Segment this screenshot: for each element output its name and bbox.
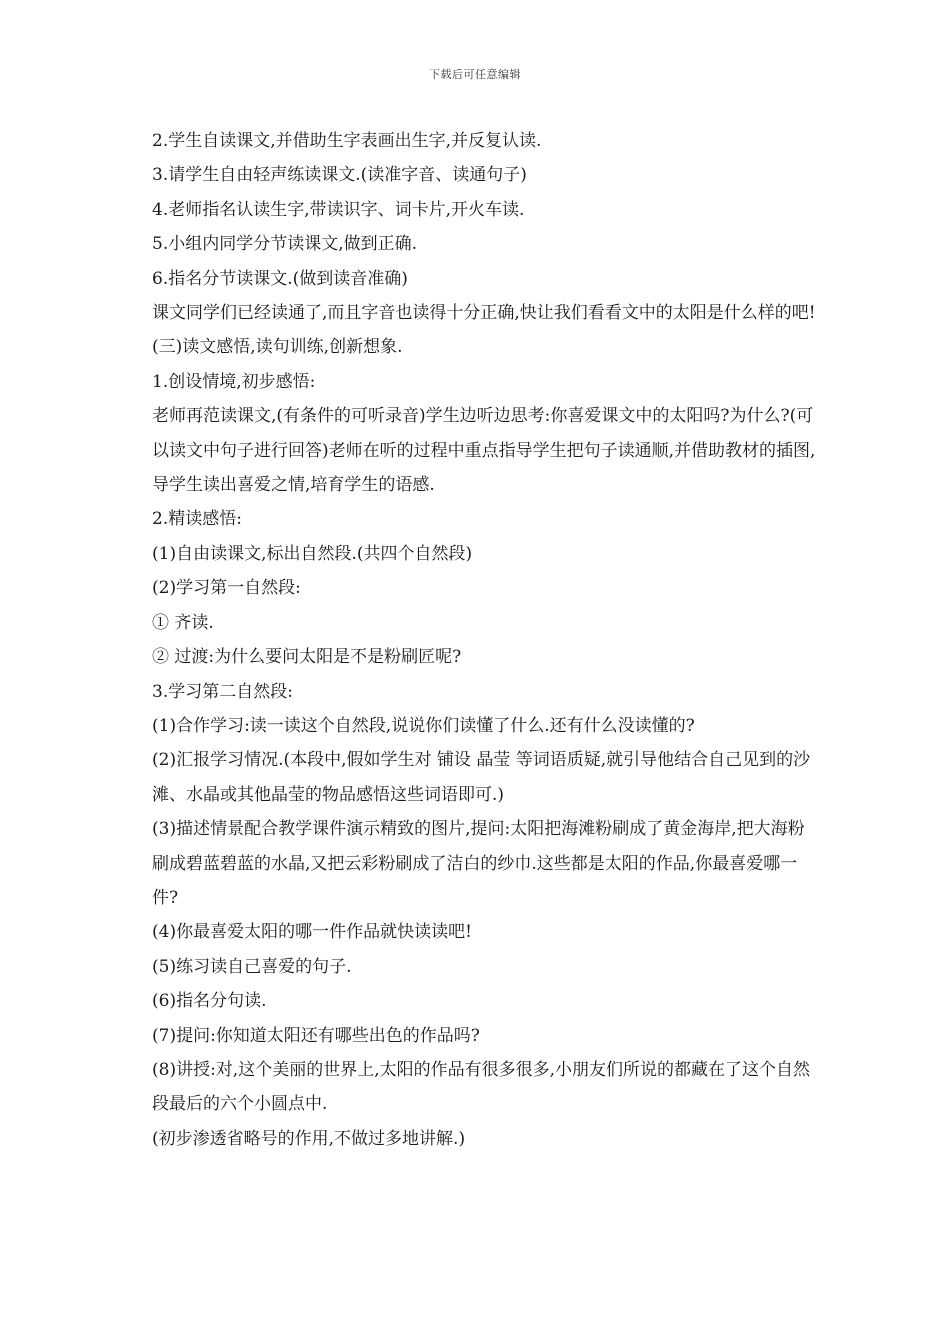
paragraph-item-1: (1)自由读课文,标出自然段.(共四个自然段) [152,543,473,564]
paragraph-step-3: 3.请学生自由轻声练读课文.(读准字音、读通句子) [152,165,527,186]
section-heading-3: (三)读文感悟,读句训练,创新想象. [152,337,403,358]
document-body [144,124,816,1156]
paragraph-describe-scene: (3)描述情景配合教学课件演示精致的图片,提问:太阳把海滩粉刷成了黄金海岸,把大海粉刷成碧蓝碧蓝的水晶,又把云彩粉刷成了洁白的纱巾.这些都是太阳的作品,你最喜爱哪一件? [152,819,805,908]
paragraph-step-4: 4.老师指名认读生字,带读识字、词卡片,开火车读. [152,199,525,220]
paragraph-transition: 课文同学们已经读通了,而且字音也读得十分正确,快让我们看看文中的太阳是什么样的吧! [152,303,816,324]
paragraph-ellipsis-note: (初步渗透省略号的作用,不做过多地讲解.) [152,1128,466,1149]
paragraph-close-reading: 2.精读感悟: [152,509,242,530]
paragraph-item-2: (2)学习第一自然段: [152,578,301,599]
paragraph-situation: 1.创设情境,初步感悟: [152,371,316,392]
paragraph-question: (7)提问:你知道太阳还有哪些出色的作品吗? [152,1025,480,1046]
paragraph-lecture: (8)讲授:对,这个美丽的世界上,太阳的作品有很多很多,小朋友们所说的都藏在了这个自然段最后的六个小圆点中. [152,1059,811,1115]
paragraph-circled-2: ② 过渡:为什么要问太阳是不是粉刷匠呢? [152,647,462,668]
paragraph-step-6: 6.指名分节读课文.(做到读音准确) [152,268,408,289]
paragraph-circled-1: ① 齐读. [152,612,214,633]
paragraph-practice-reading: (5)练习读自己喜爱的句子. [152,956,352,977]
paragraph-named-reading: (6)指名分句读. [152,991,267,1012]
paragraph-teacher-reading: 老师再范读课文,(有条件的可听录音)学生边听边思考:你喜爱课文中的太阳吗?为什么?(可以读文中句子进行回答)老师在听的过程中重点指导学生把句子读通顺,并借助教材的插图,导学生读出喜爱之情,培育学生的语感. [152,406,816,496]
paragraph-step-2: 2.学生自读课文,并借助生字表画出生字,并反复认读. [152,131,542,151]
paragraph-cooperative-learning: (1)合作学习:读一读这个自然段,说说你们读懂了什么.还有什么没读懂的? [152,715,695,736]
paragraph-second-section: 3.学习第二自然段: [152,681,293,702]
paragraph-step-5: 5.小组内同学分节读课文,做到正确. [152,234,418,255]
page-header: 下载后可任意编辑 [429,68,521,81]
paragraph-report: (2)汇报学习情况.(本段中,假如学生对 铺设 晶莹 等词语质疑,就引导他结合自己见到的沙滩、水晶或其他晶莹的物品感悟这些词语即可.) [152,750,811,805]
paragraph-favorite-work: (4)你最喜爱太阳的哪一件作品就快读读吧! [152,922,472,943]
